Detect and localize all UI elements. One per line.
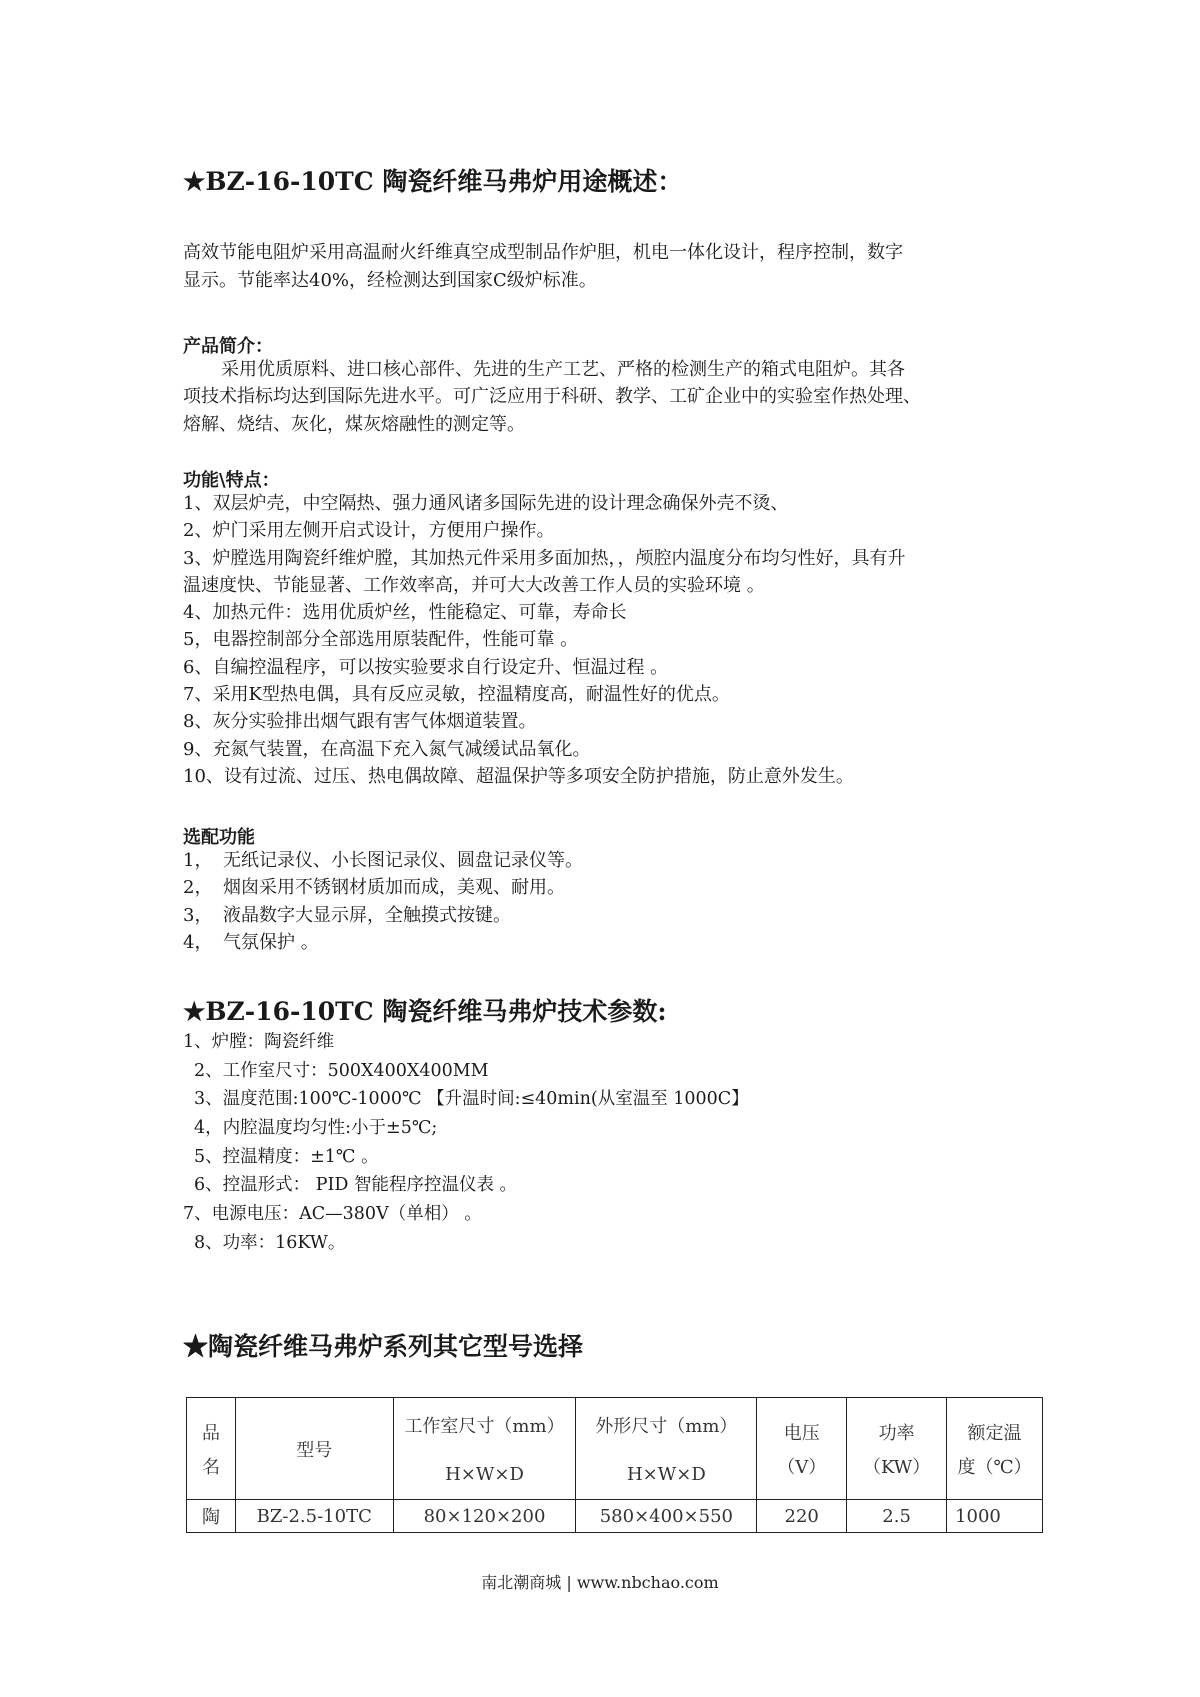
overview-line: 显示。节能率达40%，经检测达到国家C级炉标准。 bbox=[183, 270, 597, 291]
spec-item: 7、电源电压：AC—380V（单相） 。 bbox=[183, 1204, 482, 1225]
feature-item: 2、炉门采用左侧开启式设计，方便用户操作。 bbox=[183, 520, 555, 542]
feature-item: 8、灰分实验排出烟气跟有害气体烟道装置。 bbox=[183, 711, 537, 733]
spec-item: 6、控温形式： PID 智能程序控温仪表 。 bbox=[194, 1175, 518, 1196]
feature-item: 1、双层炉壳，中空隔热、强力通风诸多国际先进的设计理念确保外壳不烫、 bbox=[183, 493, 789, 514]
intro-line: 项技术指标均达到国际先进水平。可广泛应用于科研、教学、工矿企业中的实验室作热处理、 bbox=[183, 386, 921, 408]
heading-models: ★陶瓷纤维马弗炉系列其它型号选择 bbox=[183, 1332, 584, 1361]
intro-title: 产品简介： bbox=[183, 336, 273, 357]
cell-chamber-size: 80×120×200 bbox=[393, 1500, 576, 1533]
header-model: 型号 bbox=[235, 1398, 393, 1500]
header-chamber-size: 工作室尺寸（mm） H×W×D bbox=[393, 1398, 576, 1500]
spec-item: 8、功率：16KW。 bbox=[194, 1232, 346, 1253]
overview-line: 高效节能电阻炉采用高温耐火纤维真空成型制品作炉胆，机电一体化设计，程序控制，数字 bbox=[183, 242, 903, 263]
option-number: 1， bbox=[183, 850, 213, 871]
header-name: 品 名 bbox=[187, 1398, 236, 1500]
option-text: 液晶数字大显示屏，全触摸式按键。 bbox=[223, 904, 511, 926]
option-item bbox=[183, 902, 583, 929]
spec-item: 3、温度范围:100℃-1000℃ 【升温时间:≤40min(从室温至 1000C】 bbox=[194, 1089, 749, 1110]
feature-item: 温速度快、节能显著、工作效率高，并可大大改善工作人员的实验环境 。 bbox=[183, 574, 765, 596]
specs-list bbox=[183, 1028, 749, 1258]
options-title: 选配功能 bbox=[183, 827, 255, 848]
spec-item: 4，内腔温度均匀性:小于±5℃; bbox=[194, 1118, 438, 1139]
intro-line: 采用优质原料、进口核心部件、先进的生产工艺、严格的检测生产的箱式电阻炉。其各 bbox=[221, 359, 905, 380]
cell-power: 2.5 bbox=[847, 1500, 947, 1533]
header-power: 功率 （KW） bbox=[847, 1398, 947, 1500]
cell-model: BZ-2.5-10TC bbox=[235, 1500, 393, 1533]
feature-item: 3、炉膛选用陶瓷纤维炉膛，其加热元件采用多面加热，，颅腔内温度分布均匀性好，具有升 bbox=[183, 547, 906, 569]
features-title: 功能\特点： bbox=[183, 470, 280, 491]
header-outer-size: 外形尺寸（mm） H×W×D bbox=[576, 1398, 757, 1500]
spec-item: 2、工作室尺寸：500X400X400MM bbox=[194, 1060, 489, 1081]
table-header-row bbox=[187, 1398, 1043, 1500]
option-number: 2， bbox=[183, 877, 213, 899]
intro-line: 熔解、烧结、灰化，煤灰熔融性的测定等。 bbox=[183, 413, 525, 435]
spec-item: 1、炉膛：陶瓷纤维 bbox=[183, 1032, 335, 1052]
feature-item: 9、充氮气装置，在高温下充入氮气减缓试品氧化。 bbox=[183, 738, 591, 760]
option-number: 4， bbox=[183, 931, 213, 953]
option-item bbox=[183, 929, 583, 956]
cell-outer-size: 580×400×550 bbox=[576, 1500, 757, 1533]
spec-item: 5、控温精度：±1℃ 。 bbox=[194, 1146, 379, 1167]
cell-rated-temp: 1000 bbox=[947, 1500, 1043, 1533]
features-list bbox=[183, 490, 905, 790]
feature-item: 7、采用K型热电偶，具有反应灵敏，控温精度高，耐温性好的优点。 bbox=[183, 684, 730, 706]
table-row bbox=[187, 1500, 1043, 1533]
cell-name: 陶 bbox=[187, 1500, 236, 1533]
option-text: 无纸记录仪、小长图记录仪、圆盘记录仪等。 bbox=[223, 850, 583, 871]
feature-item: 10、设有过流、过压、热电偶故障、超温保护等多项安全防护措施，防止意外发生。 bbox=[183, 765, 854, 787]
models-table bbox=[186, 1397, 1043, 1533]
option-item bbox=[183, 847, 583, 874]
option-text: 气氛保护 。 bbox=[223, 931, 319, 953]
option-number: 3， bbox=[183, 904, 213, 926]
option-item bbox=[183, 874, 583, 901]
feature-item: 5，电器控制部分全部选用原装配件，性能可靠 。 bbox=[183, 629, 579, 651]
heading-specs: ★BZ-16-10TC 陶瓷纤维马弗炉技术参数: bbox=[183, 997, 667, 1026]
heading-overview: ★BZ-16-10TC 陶瓷纤维马弗炉用途概述： bbox=[183, 167, 683, 196]
feature-item: 4、加热元件：选用优质炉丝，性能稳定、可靠，寿命长 bbox=[183, 602, 627, 624]
options-list bbox=[183, 847, 583, 956]
header-voltage: 电压 （V） bbox=[757, 1398, 847, 1500]
page-footer: 南北潮商城 | www.nbchao.com bbox=[481, 1573, 719, 1592]
option-text: 烟囱采用不锈钢材质加而成，美观、耐用。 bbox=[223, 877, 565, 899]
feature-item: 6、自编控温程序，可以按实验要求自行设定升、恒温过程 。 bbox=[183, 656, 669, 678]
header-rated-temp: 额定温 度（℃） bbox=[947, 1398, 1043, 1500]
intro-paragraph bbox=[183, 356, 921, 438]
overview-paragraph bbox=[183, 239, 903, 295]
cell-voltage: 220 bbox=[757, 1500, 847, 1533]
